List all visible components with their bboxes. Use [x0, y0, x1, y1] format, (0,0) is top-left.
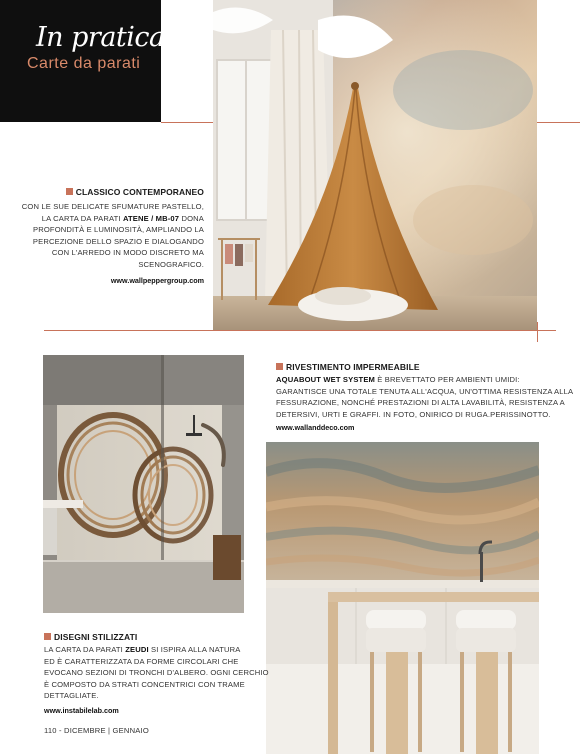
heading-marker-square: [66, 188, 73, 195]
heading-classico-contemporaneo: CLASSICO CONTEMPORANEO: [66, 187, 204, 197]
photo-bedroom-canopy: [213, 0, 537, 330]
accent-rule-top: [161, 122, 213, 123]
link-wallpeppergroup[interactable]: www.wallpeppergroup.com: [110, 276, 204, 285]
page-folio: 110 - DICEMBRE | GENNAIO: [44, 726, 149, 735]
accent-rule-vertical: [537, 322, 538, 342]
heading-disegni-stilizzati: DISEGNI STILIZZATI: [44, 632, 137, 642]
heading-rivestimento-impermeabile: RIVESTIMENTO IMPERMEABILE: [276, 362, 420, 372]
body-rivestimento-impermeabile: AQUABOUT WET SYSTEM È BREVETTATO PER AMBIENTI UMIDI: GARANTISCE UNA TOTALE TENUTA ALL'ACQUA, UN'OTTIMA RESISTENZA ALLA FESSURAZIONE, NONCHÉ PRESTAZIONI DI ALTA LAVABILITÀ, RESISTENZA A DETERSIVI, URTI E GRAFFI. IN FOTO, ONIRICO DI RUGA.PERISSINOTTO.: [276, 375, 574, 419]
link-wallanddeco[interactable]: www.wallanddeco.com: [276, 423, 355, 432]
heading-marker-square: [44, 633, 51, 640]
body-classico-contemporaneo: CON LE SUE DELICATE SFUMATURE PASTELLO, LA CARTA DA PARATI ATENE / MB-07 DONA PROFONDITÀ E LUMINOSITÀ, AMPLIANDO LA PERCEZIONE DELLO SPAZIO E DIALOGANDO CON L'ARREDO IN MODO DISCRETO MA SCENOGRAFICO.: [21, 202, 204, 269]
accent-rule-mid: [44, 330, 556, 331]
link-instabilelab[interactable]: www.instabilelab.com: [44, 706, 119, 715]
section-script-title: In pratica: [36, 22, 165, 53]
photo-shower-tree-rings: [43, 355, 244, 613]
section-subtitle: Carte da parati: [27, 55, 141, 72]
body-disegni-stilizzati: LA CARTA DA PARATI ZEUDI SI ISPIRA ALLA NATURA ED È CARATTERIZZATA DA FORME CIRCOLARI CHE EVOCANO SEZIONI DI TRONCHI D'ALBERO. OGNI CERCHIO È COMPOSTO DA STRATI CONCENTRICI CON TRAME DETTAGLIATE.: [44, 645, 269, 701]
photo-kitchen-cloud-mural: [266, 442, 539, 754]
heading-marker-square: [276, 363, 283, 370]
accent-rule-right: [537, 122, 580, 123]
